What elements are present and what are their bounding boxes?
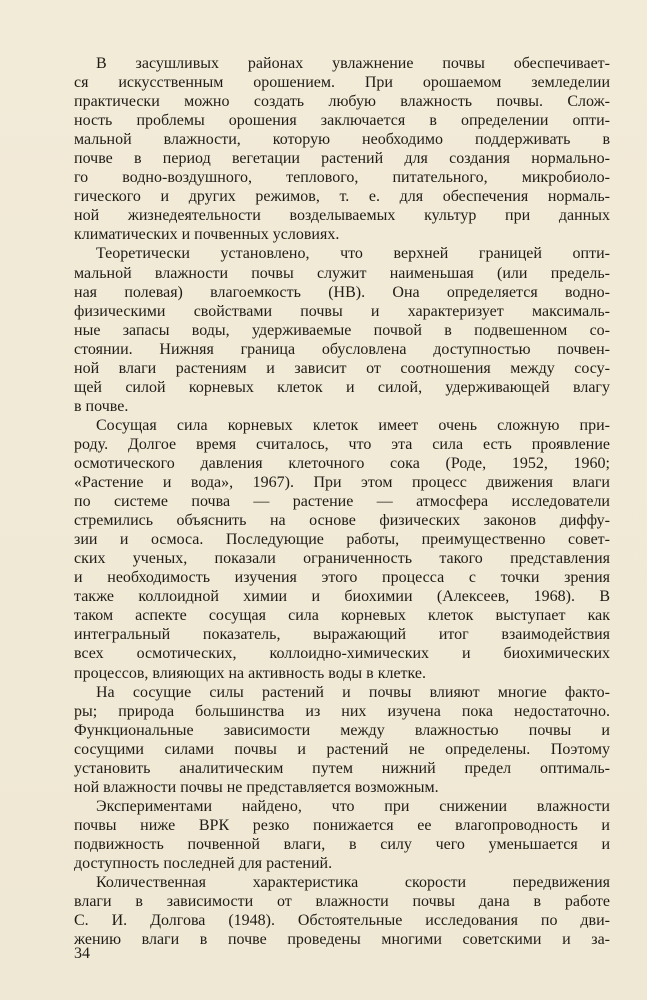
text-line: почве в период вегетации растений для создания нормально- bbox=[74, 150, 610, 168]
text-line: по системе почва — растение — атмосфера исследователи bbox=[74, 493, 610, 511]
text-line: сосущими силами почвы и растений не определены. Поэтому bbox=[74, 740, 610, 758]
text-line: ной влаги растениям и зависит от соотношения между сосу- bbox=[74, 359, 610, 377]
text-line: и необходимость изучения этого процесса с точки зрения bbox=[74, 569, 610, 587]
body-text bbox=[74, 54, 610, 949]
text-line: влаги в зависимости от влажности почвы дана в работе bbox=[74, 893, 610, 911]
text-line: На сосущие силы растений и почвы влияют многие факто- bbox=[96, 683, 610, 701]
text-line: стоянии. Нижняя граница обусловлена доступностью почвен- bbox=[74, 340, 610, 358]
text-line: роду. Долгое время считалось, что эта сила есть проявление bbox=[74, 435, 610, 453]
text-line: ся искусственным орошением. При орошаемом земледелии bbox=[74, 74, 610, 92]
text-line: щей силой корневых клеток и силой, удерживающей влагу bbox=[74, 378, 610, 396]
text-line: «Растение и вода», 1967). При этом процесс движения влаги bbox=[74, 474, 610, 492]
paragraph-4 bbox=[74, 683, 610, 797]
text-line: Количественная характеристика скорости передвижения bbox=[96, 874, 610, 892]
text-line: го водно-воздушного, теплового, питательного, микробиоло- bbox=[74, 169, 610, 187]
text-line: также коллоидной химии и биохимии (Алексеев, 1968). В bbox=[74, 588, 610, 606]
text-line: жению влаги в почве проведены многими советскими и за- bbox=[74, 931, 610, 949]
text-line: зии и осмоса. Последующие работы, преимущественно совет- bbox=[74, 531, 610, 549]
text-line: осмотического давления клеточного сока (Роде, 1952, 1960; bbox=[74, 454, 610, 472]
text-line: ная полевая) влагоемкость (НВ). Она определяется водно- bbox=[74, 283, 610, 301]
text-line: установить аналитическим путем нижний предел оптималь- bbox=[74, 759, 610, 777]
text-line: ность проблемы орошения заключается в определении опти- bbox=[74, 112, 610, 130]
text-line: физическими свойствами почвы и характеризует максималь- bbox=[74, 302, 610, 320]
text-line: доступность последней для растений. bbox=[74, 854, 333, 872]
text-line: ные запасы воды, удерживаемые почвой в подвешенном со- bbox=[74, 321, 610, 339]
text-line: ной жизнедеятельности возделываемых культур при данных bbox=[74, 207, 610, 225]
paragraph-6 bbox=[74, 873, 610, 949]
page-number: 34 bbox=[74, 945, 90, 962]
text-line: мальной влажности почвы служит наименьшая (или предель- bbox=[74, 264, 610, 282]
text-line: В засушливых районах увлажнение почвы обеспечивает- bbox=[96, 55, 610, 72]
text-line: процессов, влияющих на активность воды в клетке. bbox=[74, 664, 427, 682]
text-line: подвижность почвенной влаги, в силу чего уменьшается и bbox=[74, 835, 610, 853]
text-line: практически можно создать любую влажность почвы. Слож- bbox=[74, 93, 610, 111]
paragraph-1 bbox=[74, 54, 610, 244]
text-line: ной влажности почвы не представляется возможным. bbox=[74, 778, 439, 796]
paragraph-5 bbox=[74, 797, 610, 873]
text-line: в почве. bbox=[74, 397, 129, 415]
text-line: климатических и почвенных условиях. bbox=[74, 226, 340, 244]
paragraph-3 bbox=[74, 416, 610, 683]
text-line: гического и других режимов, т. е. для обеспечения нормаль- bbox=[74, 188, 610, 206]
text-line: С. И. Долгова (1948). Обстоятельные исследования по дви- bbox=[74, 912, 610, 930]
text-line: таком аспекте сосущая сила корневых клеток выступает как bbox=[74, 607, 610, 625]
text-line: ских ученых, показали ограниченность такого представления bbox=[74, 550, 610, 568]
paragraph-2 bbox=[74, 244, 610, 415]
text-line: интегральный показатель, выражающий итог взаимодействия bbox=[74, 626, 610, 644]
text-line: всех осмотических, коллоидно-химических и биохимических bbox=[74, 645, 610, 663]
text-line: мальной влажности, которую необходимо поддерживать в bbox=[74, 131, 610, 149]
text-line: Теоретически установлено, что верхней границей опти- bbox=[96, 245, 610, 263]
text-line: Функциональные зависимости между влажностью почвы и bbox=[74, 721, 610, 739]
text-line: ры; природа большинства из них изучена пока недостаточно. bbox=[74, 702, 610, 720]
text-line: Экспериментами найдено, что при снижении влажности bbox=[96, 797, 610, 815]
text-line: Сосущая сила корневых клеток имеет очень сложную при- bbox=[96, 416, 610, 434]
text-line: почвы ниже ВРК резко понижается ее влагопроводность и bbox=[74, 816, 610, 834]
text-line: стремились объяснить на основе физических законов диффу- bbox=[74, 512, 610, 530]
